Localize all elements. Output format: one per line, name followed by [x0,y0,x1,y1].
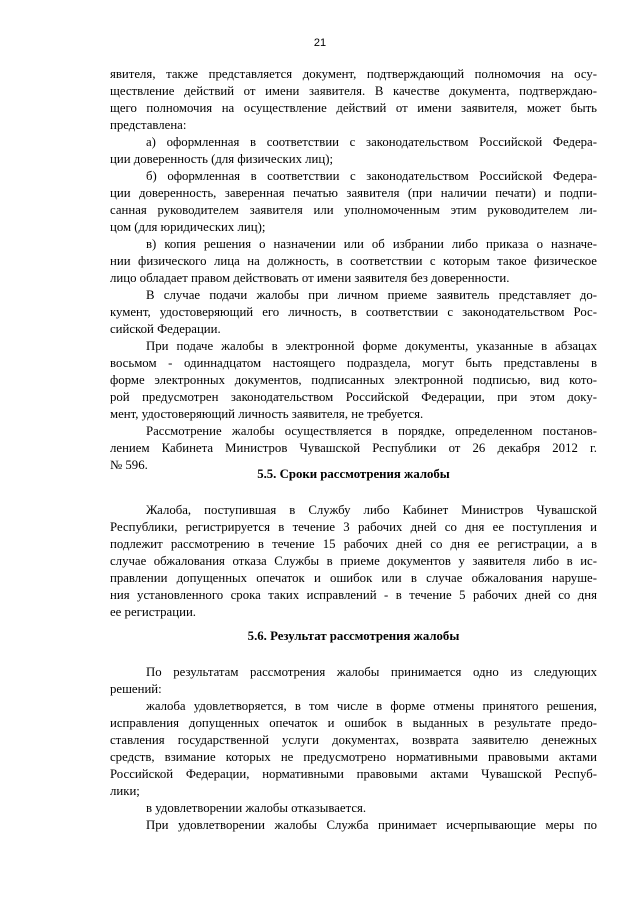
text-line: Жалоба, поступившая в Службу либо Кабинет Министров Чувашской [146,503,597,517]
text-line: восьмом - одиннадцатом настоящего подраздела, могут быть представлены в [110,356,597,370]
text-line: По результатам рассмотрения жалобы принимается одно из следующих [146,665,597,679]
text-line: исправления допущенных опечаток и ошибок в выданных в результате предо- [110,716,597,730]
text-line: б) оформленная в соответствии с законодательством Российской Федера- [146,169,597,183]
text-line: При удовлетворении жалобы Служба принимает исчерпывающие меры по [146,818,597,832]
text-line: представлена: [110,118,187,132]
text-line: ее регистрации. [110,605,196,619]
text-line: а) оформленная в соответствии с законодательством Российской Федера- [146,135,597,149]
text-line: В случае подачи жалобы при личном приеме заявитель представляет до- [146,288,597,302]
text-line: сийской Федерации. [110,322,221,336]
text-line: явителя, также представляется документ, подтверждающий полномочия на осу- [110,67,597,81]
text-line: Российской Федерации, нормативными правовыми актами Чувашской Респуб- [110,767,597,781]
text-line: санная руководителем заявителя или уполномоченным этим руководителем ли- [110,203,597,217]
section-heading-5-6: 5.6. Результат рассмотрения жалобы [247,629,460,643]
text-line: ции доверенность, заверенная печатью заявителя (при наличии печати) и подпи- [110,186,597,200]
text-line: жалоба удовлетворяется, в том числе в форме отмены принятого решения, [146,699,597,713]
text-line: лением Кабинета Министров Чувашской Республики от 26 декабря 2012 г. [110,441,597,455]
text-line: Рассмотрение жалобы осуществляется в порядке, определенном постанов- [146,424,597,438]
section-heading-5-5: 5.5. Сроки рассмотрения жалобы [257,467,450,481]
text-line: решений: [110,682,162,696]
text-line: лики; [110,784,140,798]
text-line: нии физического лица на должность, в соответствии с которым такое физическое [110,254,597,268]
text-line: Республики, регистрируется в течение 3 рабочих дней со дня ее поступления и [110,520,597,534]
page-number: 21 [313,37,327,49]
text-line: в) копия решения о назначении или об избрании либо приказа о назначе- [146,237,597,251]
text-line: правлении допущенных опечаток и ошибок или в случае обжалования наруше- [110,571,597,585]
text-line: № 596. [110,458,148,472]
text-line: ния установленного срока таких исправлений - в течение 5 рабочих дней со дня [110,588,597,602]
text-line: средств, взимание которых не предусмотрено нормативными правовыми актами [110,750,597,764]
text-line: подлежит рассмотрению в течение 15 рабочих дней со дня ее регистрации, а в [110,537,597,551]
text-line: При подаче жалобы в электронной форме документы, указанные в абзацах [146,339,597,353]
text-line: в удовлетворении жалобы отказывается. [146,801,367,815]
text-line: лицо обладает правом действовать от имени заявителя без доверенности. [110,271,510,285]
text-line: кумент, удостоверяющий его личность, в соответствии с законодательством Рос- [110,305,597,319]
text-line: рой предусмотрен законодательством Российской Федерации, при этом доку- [110,390,597,404]
text-line: цом (для юридических лиц); [110,220,266,234]
text-line: мент, удостоверяющий личность заявителя, не требуется. [110,407,424,421]
text-line: ставления государственной услуги документах, возврата заявителю денежных [110,733,597,747]
text-line: ществление действий от имени заявителя. В качестве документа, подтверждаю- [110,84,597,98]
text-line: щего полномочия на осуществление действий от имени заявителя, может быть [110,101,597,115]
text-line: случае обжалования отказа Службы в приеме документов у заявителя либо в ис- [110,554,597,568]
text-line: форме электронных документов, подписанных электронной подписью, вид кото- [110,373,597,387]
text-line: ции доверенность (для физических лиц); [110,152,334,166]
